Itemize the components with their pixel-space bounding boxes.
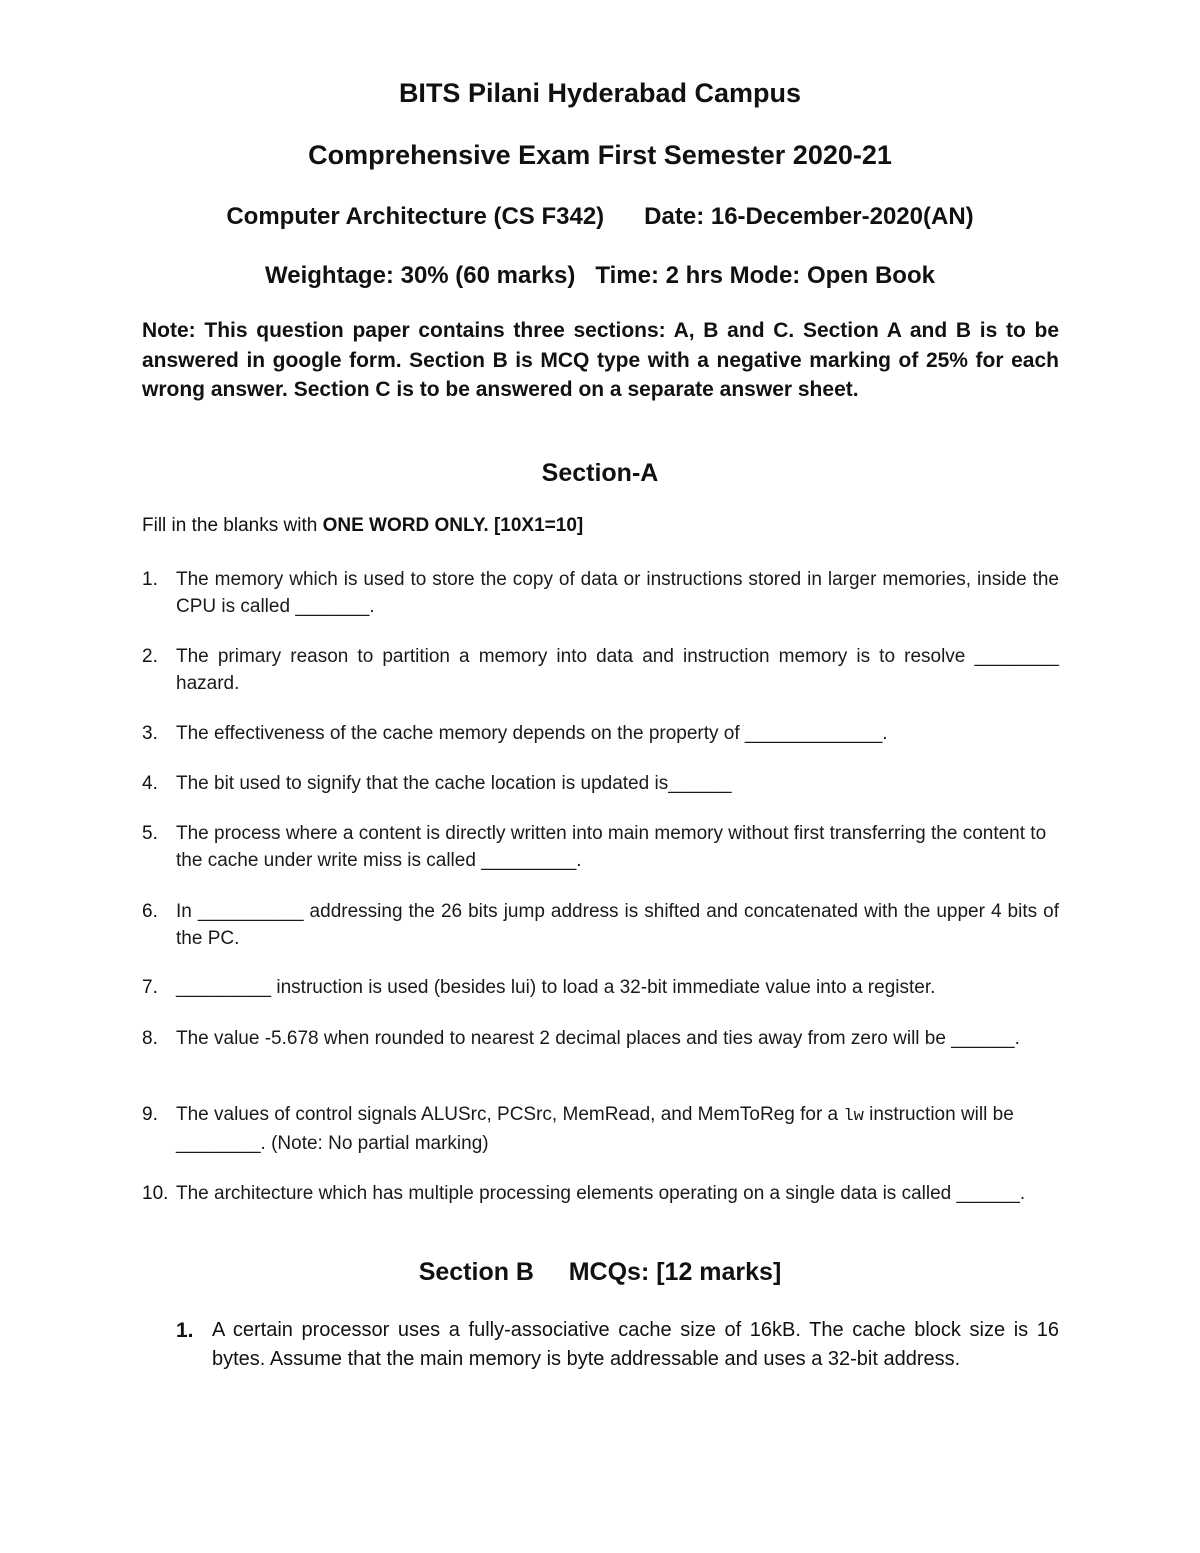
- question-8: [142, 1025, 1059, 1052]
- exam-heading: Comprehensive Exam First Semester 2020-21: [308, 140, 892, 170]
- instructions-note: Note: This question paper contains three sections: A, B and C. Section A and B is to be answered in google form. Section B is MCQ type with a negative marking of 25% for each wrong answer. Section C is to be answered on a separate answer sheet.: [142, 319, 1059, 401]
- question-text: A certain processor uses a fully-associative cache size of 16kB. The cache block size is 16 bytes. Assume that the main memory is byte addressable and uses a 32-bit address.: [212, 1319, 1059, 1370]
- section-b-title: Section B MCQs: [12 marks]: [418, 1258, 782, 1286]
- lw-instruction-code: lw: [843, 1107, 864, 1126]
- question-text: The value -5.678 when rounded to nearest 2 decimal places and ties away from zero will be ______.: [176, 1028, 1020, 1049]
- question-1: [142, 566, 1059, 620]
- question-10: [142, 1180, 1059, 1207]
- question-text: The memory which is used to store the copy of data or instructions stored in larger memories, inside the CPU is called _______.: [176, 569, 1059, 617]
- question-text: The bit used to signify that the cache location is updated is______: [176, 773, 732, 794]
- question-number: 2.: [142, 646, 158, 667]
- weightage-time-mode-line: Weightage: 30% (60 marks) Time: 2 hrs Mode: Open Book: [265, 262, 935, 289]
- question-text: The process where a content is directly written into main memory without first transferring the content to the cache under write miss is called _________.: [176, 823, 1047, 871]
- instruction-text: Fill in the blanks with: [142, 515, 323, 536]
- question-2: [142, 643, 1059, 697]
- section-a-title: Section-A: [541, 459, 659, 487]
- question-number: 9.: [142, 1104, 158, 1125]
- instruction-emphasis: ONE WORD ONLY. [10X1=10]: [322, 515, 584, 536]
- question-4: [142, 770, 1059, 797]
- question-text-end: instruction will be ________. (Note: No partial marking): [176, 1104, 1014, 1154]
- question-3: [142, 720, 1059, 747]
- question-text: The effectiveness of the cache memory depends on the property of _____________.: [176, 723, 888, 744]
- section-a-instruction: [142, 515, 583, 537]
- question-number: 4.: [142, 773, 158, 794]
- institution-heading: BITS Pilani Hyderabad Campus: [398, 78, 802, 108]
- question-text: [176, 1101, 1059, 1157]
- question-text-start: The values of control signals ALUSrc, PCSrc, MemRead, and MemToReg for a: [176, 1104, 844, 1125]
- question-number: 1.: [176, 1319, 194, 1342]
- question-text: _________ instruction is used (besides lui) to load a 32-bit immediate value into a register.: [176, 977, 936, 998]
- question-9: [142, 1101, 1059, 1157]
- question-number: 1.: [142, 569, 158, 590]
- question-number: 3.: [142, 723, 158, 744]
- question-number: 5.: [142, 823, 158, 844]
- question-text: In __________ addressing the 26 bits jump address is shifted and concatenated with the upper 4 bits of the PC.: [176, 901, 1059, 949]
- question-text: The primary reason to partition a memory into data and instruction memory is to resolve ________ hazard.: [176, 646, 1059, 694]
- question-number: 7.: [142, 977, 158, 998]
- question-6: [142, 898, 1059, 952]
- question-text: The architecture which has multiple processing elements operating on a single data is called ______.: [176, 1183, 1026, 1204]
- question-number: 6.: [142, 901, 158, 922]
- question-5: [142, 820, 1059, 874]
- course-date-line: Computer Architecture (CS F342) Date: 16-December-2020(AN): [226, 203, 974, 230]
- question-number: 8.: [142, 1028, 158, 1049]
- question-number: 10.: [142, 1183, 169, 1204]
- question-7: [142, 974, 1059, 1001]
- mcq-question-1: [176, 1316, 1059, 1374]
